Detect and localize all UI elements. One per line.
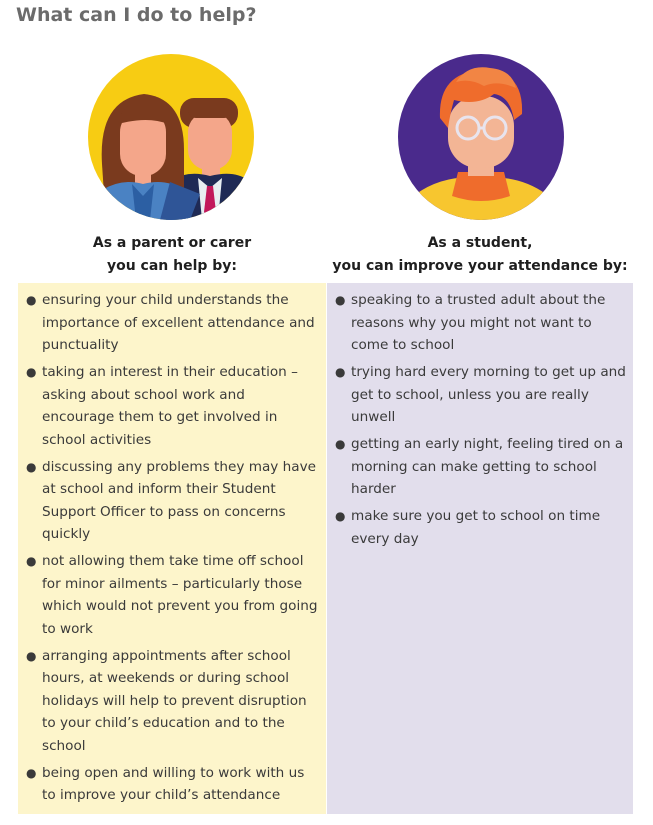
tip-text: speaking to a trusted adult about the reasons why you might not want to come to school <box>351 292 606 353</box>
student-heading <box>327 232 633 278</box>
bullet-icon: ● <box>26 765 37 780</box>
tip-text: getting an early night, feeling tired on a morning can make getting to school harder <box>351 436 624 497</box>
tip-text: make sure you get to school on time every day <box>351 508 601 547</box>
parent-tips-panel <box>18 283 326 814</box>
parent-tips-list <box>18 283 326 807</box>
tip-text: not allowing them take time off school for minor ailments – particularly those which would not prevent you from going to work <box>42 553 318 637</box>
page-title: What can I do to help? <box>16 4 257 26</box>
student-heading-line1: As a student, <box>427 235 533 251</box>
student-icon <box>398 54 564 220</box>
bullet-icon: ● <box>335 509 346 523</box>
parent-heading-line1: As a parent or carer <box>92 235 252 251</box>
bullet-icon: ● <box>335 293 346 307</box>
list-item <box>335 289 627 357</box>
list-item <box>335 433 627 501</box>
student-tips-list <box>327 283 633 550</box>
bullet-icon: ● <box>26 293 37 307</box>
bullet-icon: ● <box>26 459 37 474</box>
list-item <box>26 550 320 640</box>
bullet-icon: ● <box>26 365 37 379</box>
list-item <box>26 456 320 546</box>
bullet-icon: ● <box>335 437 346 451</box>
list-item <box>335 361 627 429</box>
bullet-icon: ● <box>335 365 346 379</box>
parent-heading-line2: you can help by: <box>106 258 238 274</box>
tip-text: discussing any problems they may have at school and inform their Student Support Officer to pass on concerns quickly <box>42 458 317 542</box>
tip-text: taking an interest in their education – asking about school work and encourage them to get involved in school activities <box>42 364 298 448</box>
tip-text: trying hard every morning to get up and get to school, unless you are really unwell <box>351 364 626 425</box>
student-tips-panel <box>327 283 633 814</box>
tip-text: ensuring your child understands the importance of excellent attendance and punctuality <box>42 292 315 353</box>
list-item <box>26 762 320 807</box>
list-item <box>26 645 320 758</box>
tip-text: being open and willing to work with us to improve your child’s attendance <box>42 764 305 803</box>
student-heading-line2: you can improve your attendance by: <box>332 258 628 274</box>
parent-heading <box>18 232 326 278</box>
list-item <box>26 361 320 451</box>
list-item <box>335 505 627 550</box>
parents-icon <box>88 54 254 220</box>
bullet-icon: ● <box>26 648 37 663</box>
list-item <box>26 289 320 357</box>
bullet-icon: ● <box>26 554 37 568</box>
tip-text: arranging appointments after school hours, at weekends or during school holidays will help to prevent disruption to your child’s education and to the school <box>42 647 307 754</box>
